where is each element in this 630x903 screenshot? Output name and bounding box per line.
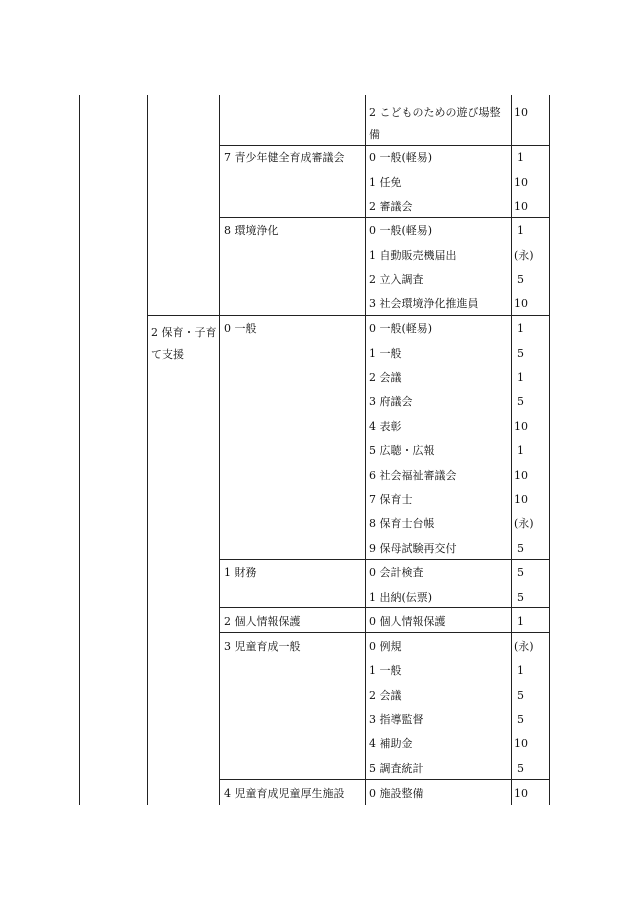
cell-item: 0 個人情報保護: [369, 615, 446, 628]
cell-retention: 5: [517, 273, 524, 286]
cell-retention: 1: [517, 371, 524, 384]
cell-retention: 5: [517, 395, 524, 408]
cell-retention: 5: [517, 762, 524, 775]
cell-retention: 10: [514, 493, 528, 506]
cell-retention: (永): [514, 249, 534, 262]
cell-retention: 10: [514, 200, 528, 213]
column-line-3: [219, 95, 220, 805]
cell-item: 6 社会福祉審議会: [369, 469, 457, 482]
row-line: [219, 217, 550, 218]
cell-retention: (永): [514, 517, 534, 530]
row-line: [219, 632, 550, 633]
cell-item: 5 調査統計: [369, 762, 424, 775]
cell-item: 3 社会環境浄化推進員: [369, 297, 479, 310]
cell-category: 3 児童育成一般: [224, 640, 301, 653]
cell-item: 1 出納(伝票): [369, 591, 433, 604]
cell-item: 2 会議: [369, 689, 402, 702]
cell-item: 2 会議: [369, 371, 402, 384]
cell-retention: 5: [517, 347, 524, 360]
cell-retention: 10: [514, 420, 528, 433]
cell-item: 0 一般(軽易): [369, 224, 433, 237]
cell-retention: 1: [517, 444, 524, 457]
row-line: [219, 607, 550, 608]
column-line-6: [549, 95, 550, 805]
cell-category: 7 青少年健全育成審議会: [224, 151, 345, 164]
cell-category: 8 環境浄化: [224, 224, 279, 237]
cell-retention: 10: [514, 297, 528, 310]
cell-retention: 5: [517, 689, 524, 702]
cell-item: 5 広聴・広報: [369, 444, 435, 457]
cell-retention: 5: [517, 566, 524, 579]
cell-item: 4 補助金: [369, 737, 413, 750]
cell-retention: 1: [517, 151, 524, 164]
cell-retention: 10: [514, 737, 528, 750]
cell-retention: 1: [517, 224, 524, 237]
cell-item: 1 一般: [369, 664, 402, 677]
cell-item: 0 一般(軽易): [369, 322, 433, 335]
cell-item: 2 立入調査: [369, 273, 424, 286]
row-line: [219, 779, 550, 780]
cell-item: 2 こどものための遊び場整備: [369, 106, 501, 141]
cell-item: 2 審議会: [369, 200, 413, 213]
cell-item: 4 表彰: [369, 420, 402, 433]
cell-retention: 10: [514, 106, 528, 119]
cell-item: 9 保母試験再交付: [369, 542, 457, 555]
cell-item: 8 保育士台帳: [369, 517, 435, 530]
cell-retention: 5: [517, 542, 524, 555]
cell-item: 0 一般(軽易): [369, 151, 433, 164]
cell-item: 1 任免: [369, 176, 402, 189]
cell-retention: 5: [517, 591, 524, 604]
cell-category: 4 児童育成児童厚生施設: [224, 787, 345, 800]
column-line-4: [365, 95, 366, 805]
cell-retention: 10: [514, 469, 528, 482]
cell-item: 3 府議会: [369, 395, 413, 408]
cell-item: 1 自動販売機届出: [369, 249, 457, 262]
cell-retention: 1: [517, 664, 524, 677]
cell-section: 2 保育・子育て支援: [151, 326, 217, 361]
cell-item: 0 例規: [369, 640, 402, 653]
cell-retention: 5: [517, 713, 524, 726]
cell-item: 0 施設整備: [369, 787, 424, 800]
cell-category: 2 個人情報保護: [224, 615, 301, 628]
cell-item: 7 保育士: [369, 493, 413, 506]
cell-category: 0 一般: [224, 322, 257, 335]
column-line-2: [147, 95, 148, 805]
column-line-1: [79, 95, 80, 805]
cell-category: 1 財務: [224, 566, 257, 579]
column-line-5: [511, 95, 512, 805]
cell-retention: 1: [517, 322, 524, 335]
cell-retention: (永): [514, 640, 534, 653]
cell-item: 1 一般: [369, 347, 402, 360]
cell-retention: 10: [514, 176, 528, 189]
cell-item: 3 指導監督: [369, 713, 424, 726]
cell-retention: 1: [517, 615, 524, 628]
cell-item: 0 会計検査: [369, 566, 424, 579]
cell-retention: 10: [514, 787, 528, 800]
row-line: [147, 315, 550, 316]
row-line: [219, 559, 550, 560]
